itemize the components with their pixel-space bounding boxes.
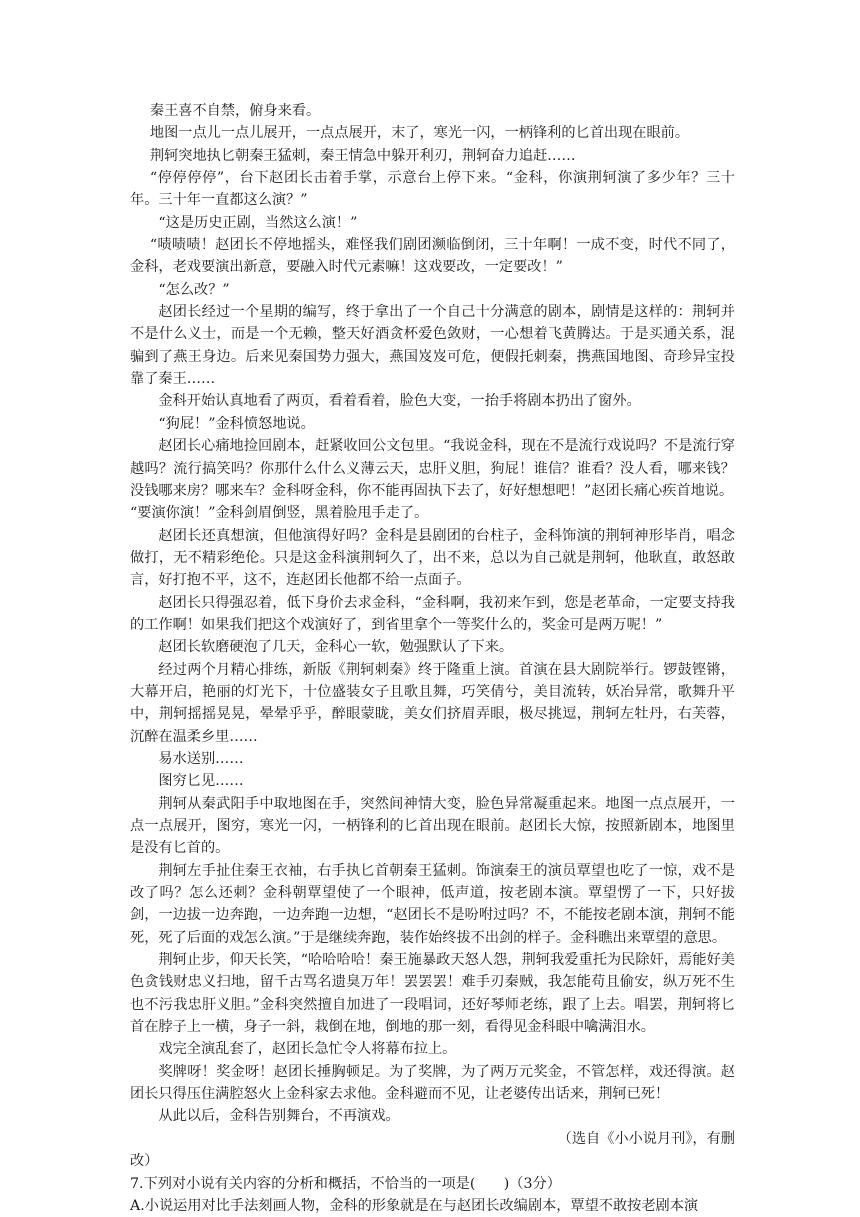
paragraph: 赵团长还真想演，但他演得好吗？金科是县剧团的台柱子，金科饰演的荆轲神形毕肖，唱念做打，无不精彩绝伦。只是这金科演荆轲久了，出不来，总以为自己就是荆轲，他耿直，敢怒敢言，好打抱不平，这不，连赵团长他都不给一点面子。 <box>130 527 735 589</box>
paragraph: 荆轲突地执匕朝秦王猛刺，秦王情急中躲开利刃，荆轲奋力追赶…… <box>149 147 576 164</box>
paragraph: “怎么改？” <box>158 281 230 298</box>
paragraph: 金科开始认真地看了两页，看着看着，脸色大变，一抬手将剧本扔出了窗外。 <box>158 393 641 410</box>
question-option-a: A.小说运用对比手法刻画人物，金科的形象就是在与赵团长改编剧本，覃望不敢按老剧本演 <box>130 1197 699 1214</box>
paragraph: 地图一点儿一点儿展开，一点点展开，末了，寒光一闪，一柄锋利的匕首出现在眼前。 <box>149 125 690 142</box>
paragraph: 荆轲止步，仰天长笑，“哈哈哈哈！秦王施暴政天怒人怨，荆轲我爱重托为民除奸，焉能好美色贪钱财忠义扫地，留千古骂名遗臭万年！罢罢罢！难手刃秦贼，我怎能苟且偷安，纵万死不生也不污我忠肝义胆。”金科突然擅自加进了一段唱词，还好琴师老练，跟了上去。唱罢，荆轲将匕首在脖子上一横，身子一斜，栽倒在地，倒地的那一刻，看得见金科眼中噙满泪水。 <box>130 952 736 1036</box>
paragraph: “狗屁！”金科愤怒地说。 <box>158 415 315 432</box>
paragraph: 荆轲从秦武阳手中取地图在手，突然间神情大变，脸色异常凝重起来。地图一点点展开，一点一点展开，图穷，寒光一闪，一柄锋利的匕首出现在眼前。赵团长大惊，按照新剧本，地图里是没有匕首的。 <box>130 795 735 857</box>
paragraph: 经过两个月精心排练，新版《荆轲刺秦》终于隆重上演。首演在县大剧院举行。锣鼓铿锵，大幕开启，艳丽的灯光下，十位盛装女子且歌且舞，巧笑倩兮，美目流转，妖冶异常，歌舞升平中，荆轲摇摇晃晃，晕晕乎乎，醉眼蒙眬，美女们挤眉弄眼，极尽挑逗，荆轲左牡丹，右芙蓉，沉醉在温柔乡里…… <box>130 661 735 745</box>
source-note: （选自《小小说月刊》，有删 <box>557 1130 735 1147</box>
story-body <box>130 100 735 1217</box>
paragraph: 赵团长软磨硬泡了几天，金科心一软，勉强默认了下来。 <box>158 639 514 656</box>
paragraph: 赵团长只得强忍着，低下身价去求金科，“金科啊，我初来乍到，您是老革命，一定要支持我的工作啊！如果我们把这个戏演好了，到省里拿个一等奖什么的，奖金可是两万呢！” <box>130 594 735 633</box>
paragraph: 荆轲左手扯住秦王衣袖，右手执匕首朝秦王猛刺。饰演秦王的演员覃望也吃了一惊，戏不是改了吗？怎么还刺？金科朝覃望使了一个眼神，低声道，按老剧本演。覃望愣了一下，只好拔剑，一边拔一边奔跑，一边奔跑一边想，“赵团长不是吩咐过吗？不，不能按老剧本演，荆轲不能死，死了后面的戏怎么演。”于是继续奔跑，装作始终拔不出剑的样子。金科瞧出来覃望的意思。 <box>130 862 735 946</box>
paragraph: “啧啧啧！赵团长不停地摇头，难怪我们剧团濒临倒闭，三十年啊！一成不变，时代不同了，金科，老戏要演出新意，要融入时代元素嘛！这戏要改，一定要改！” <box>130 237 735 276</box>
paragraph: “停停停停”，台下赵团长击着手掌，示意台上停下来。“金科，你演荆轲演了多少年？三十年。三十年一直都这么演？” <box>130 170 735 209</box>
paragraph: 秦王喜不自禁，俯身来看。 <box>149 103 321 119</box>
paragraph: 奖牌呀！奖金呀！赵团长捶胸顿足。为了奖牌，为了两万元奖金，不管怎样，戏还得演。赵团长只得压住满腔怒火上金科家去求他。金科避而不见，让老婆传出话来，荆轲已死！ <box>130 1063 735 1103</box>
paragraph: 易水送别…… <box>158 750 244 767</box>
question-stem: 7.下列对小说有关内容的分析和概括，不恰当的一项是( )（3分） <box>130 1175 561 1192</box>
paragraph: 戏完全演乱套了，赵团长急忙令人将幕布拉上。 <box>158 1041 457 1058</box>
paragraph: 赵团长心痛地捡回剧本，赶紧收回公文包里。“我说金科，现在不是流行戏说吗？不是流行穿越吗？流行搞笑吗？你那什么什么义薄云天，忠肝义胆，狗屁！谁信？谁看？没人看，哪来钱？没钱哪来房？哪来车？金科呀金科，你不能再固执下去了，好好想想吧！”赵团长痛心疾首地说。 <box>130 438 735 499</box>
paragraph: “要演你演！”金科剑眉倒竖，黑着脸甩手走了。 <box>130 505 429 522</box>
source-note-end: 改） <box>130 1153 159 1170</box>
paragraph: “这是历史正剧，当然这么演！” <box>158 214 358 231</box>
paragraph: 图穷匕见…… <box>158 773 244 790</box>
paragraph: 赵团长经过一个星期的编写，终于拿出了一个自己十分满意的剧本，剧情是这样的：荆轲并不是什么义士，而是一个无赖，整天好酒贪杯爱色敛财，一心想着飞黄腾达。于是买通关系，混骗到了燕王身边。后来见秦国势力强大，燕国岌岌可危，便假托刺秦，携燕国地图、奇珍异宝投靠了秦王…… <box>130 304 735 388</box>
paragraph: 从此以后，金科告别舞台，不再演戏。 <box>158 1108 400 1125</box>
